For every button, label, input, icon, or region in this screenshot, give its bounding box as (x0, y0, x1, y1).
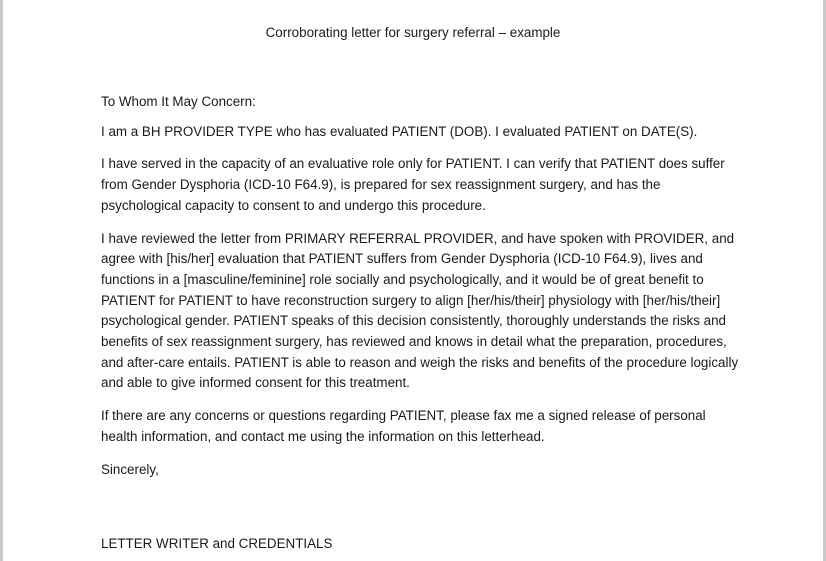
paragraph-contact: If there are any concerns or questions regarding PATIENT, please fax me a signed release of personal health information, and contact me using the information on this letterhead. (101, 408, 706, 444)
paragraph-evaluation: I have served in the capacity of an evaluative role only for PATIENT. I can verify that PATIENT does suffer from Gender Dysphoria (ICD-10 F64.9), is prepared for sex reassignment surgery, and has the psychological capacity to consent to and undergo this procedure. (101, 156, 725, 213)
closing: Sincerely, (101, 461, 159, 477)
letter-body (101, 92, 741, 480)
page-edge-left (0, 0, 3, 561)
signature-line: LETTER WRITER and CREDENTIALS (101, 536, 333, 551)
paragraph-provider-intro: I am a BH PROVIDER TYPE who has evaluated PATIENT (DOB). I evaluated PATIENT on DATE(S). (101, 123, 698, 139)
document-title: Corroborating letter for surgery referral – example (265, 25, 561, 40)
paragraph-referral-review: I have reviewed the letter from PRIMARY REFERRAL PROVIDER, and have spoken with PROVIDER, and agree with [his/her] evaluation that PATIENT suffers from Gender Dysphoria (ICD-10 F64.9), lives and functions in a [masculine/feminine] role socially and psychologically, and it would be of great benefit to PATIENT for PATIENT to have reconstruction surgery to align [her/his/their] physiology with [her/his/their] psychological gender. PATIENT speaks of this decision consistently, thoroughly understands the risks and benefits of sex reassignment surgery, has reviewed and knows in detail what the preparation, procedures, and after-care entails. PATIENT is able to reason and weigh the risks and benefits of the procedure logically and able to give informed consent for this treatment. (101, 230, 739, 391)
salutation: To Whom It May Concern: (101, 94, 256, 109)
